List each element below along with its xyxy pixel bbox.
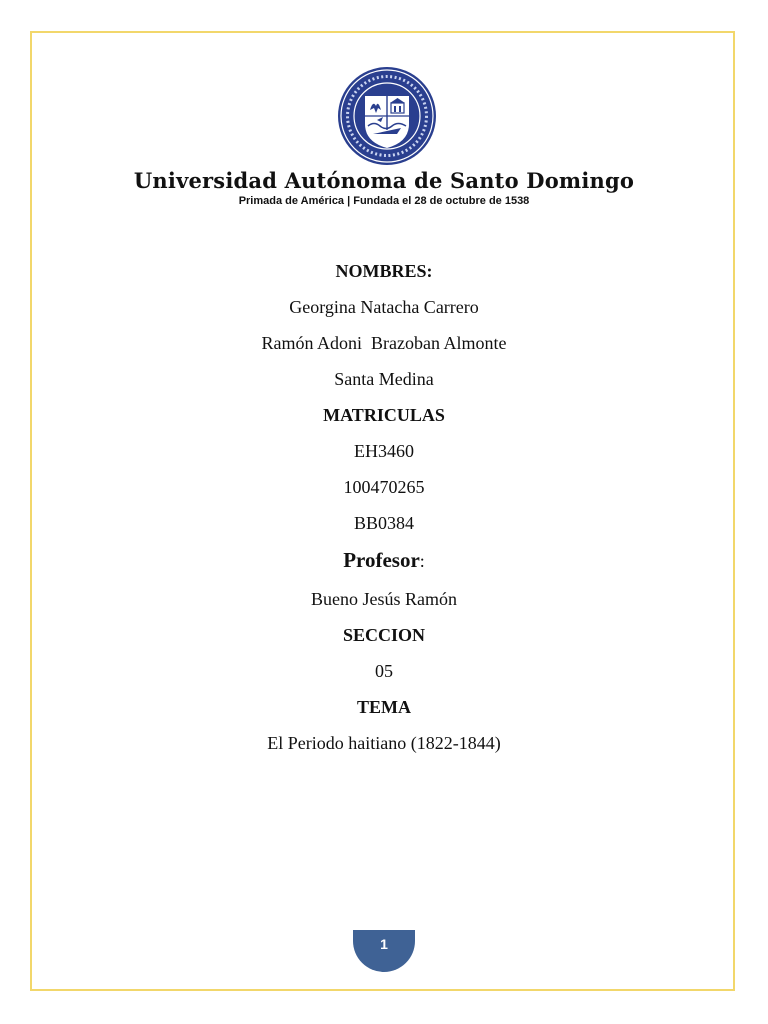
student-name: Georgina Natacha Carrero [289, 297, 479, 317]
nombres-heading: NOMBRES: [335, 261, 433, 281]
profesor-label: Profesor [343, 548, 420, 572]
student-name: Ramón Adoni Brazoban Almonte [261, 333, 507, 353]
university-seal-logo [337, 66, 437, 166]
cover-content [0, 257, 768, 765]
matricula-value: BB0384 [353, 513, 414, 533]
university-subtitle: Primada de América | Fundada el 28 de octubre de 1538 [238, 195, 530, 207]
seccion-value: 05 [375, 661, 393, 681]
profesor-heading [0, 545, 768, 585]
matricula-value: 100470265 [343, 477, 425, 497]
matricula-value: EH3460 [354, 441, 414, 461]
profesor-colon: : [419, 551, 425, 571]
tema-heading: TEMA [357, 697, 411, 717]
matriculas-heading: MATRICULAS [323, 405, 445, 425]
student-name: Santa Medina [334, 369, 434, 389]
tema-value: El Periodo haitiano (1822-1844) [267, 733, 501, 753]
page-number: 1 [380, 936, 388, 952]
seccion-heading: SECCION [342, 625, 426, 645]
profesor-name: Bueno Jesús Ramón [311, 589, 457, 609]
university-name: Universidad Autónoma de Santo Domingo [133, 168, 635, 193]
